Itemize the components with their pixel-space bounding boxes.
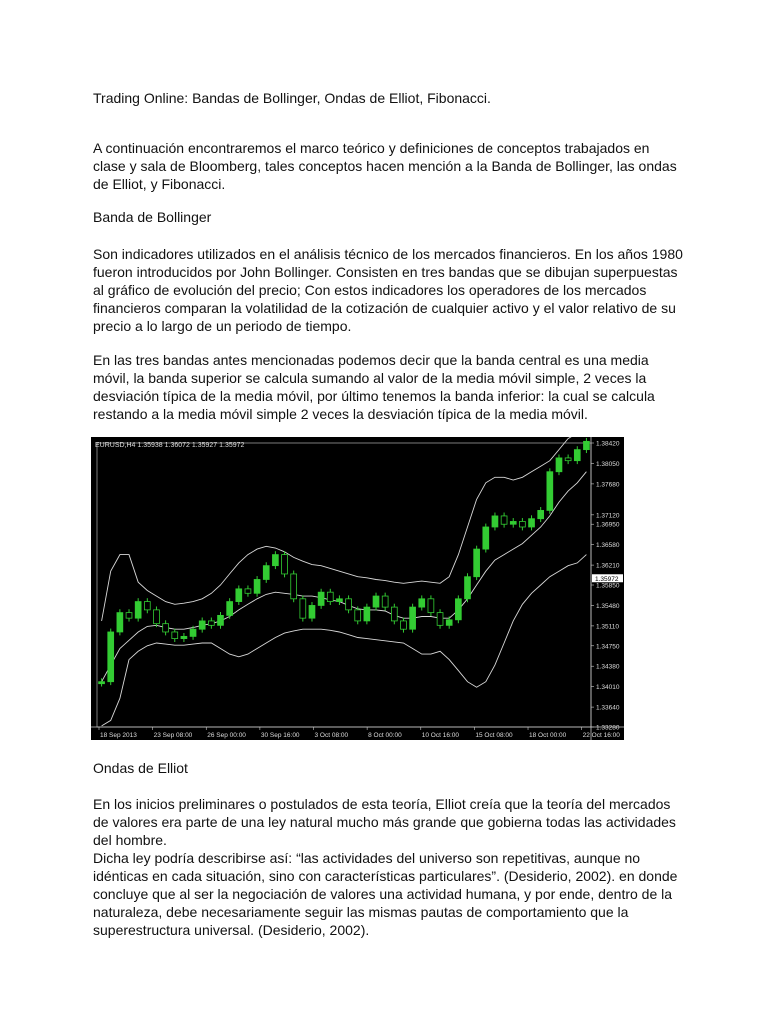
candle bbox=[583, 438, 589, 453]
candle bbox=[510, 518, 516, 528]
candle-body bbox=[501, 516, 507, 524]
candle bbox=[474, 546, 480, 580]
x-tick-label: 8 Oct 00:00 bbox=[368, 732, 402, 739]
candle bbox=[263, 562, 269, 583]
candle-body bbox=[172, 632, 178, 639]
candle bbox=[428, 595, 434, 616]
candle-body bbox=[99, 682, 105, 684]
paragraph-bollinger-2: En las tres bandas antes mencionadas podemos decir que la banda central es una media móvil, la banda superior se calcula sumando al valor de la media móvil simple, 2 veces la desviación típica de la media móvil, por último tenemos la banda inferior: la cual se calcula restando a la media móvil simple 2 veces la desviación típica de la media móvil. bbox=[93, 352, 655, 422]
candle bbox=[529, 515, 535, 530]
candle-body bbox=[181, 636, 187, 638]
x-tick-label: 22 Oct 16:00 bbox=[582, 732, 620, 739]
x-tick-label: 23 Sep 08:00 bbox=[153, 732, 193, 739]
candle-body bbox=[556, 458, 562, 472]
document-title: Trading Online: Bandas de Bollinger, Ondas de Elliot, Fibonacci. bbox=[93, 90, 491, 106]
y-tick-label: 1.35110 bbox=[596, 623, 620, 631]
paragraph-elliot-1: En los inicios preliminares o postulados de esta teoría, Elliot creía que la teoría del mercados de valores era parte de una ley natural mucho más grande que gobierna todas las actividades del hombre. bbox=[93, 796, 676, 848]
y-tick-label: 1.36950 bbox=[596, 521, 620, 529]
candle bbox=[465, 573, 471, 602]
candle bbox=[336, 595, 342, 605]
candle-body bbox=[529, 519, 535, 527]
y-tick-label: 1.34750 bbox=[596, 643, 620, 651]
candle-body bbox=[346, 599, 352, 610]
candle-body bbox=[510, 521, 516, 524]
y-tick-label: 1.37120 bbox=[596, 512, 620, 520]
candle bbox=[410, 604, 416, 633]
candle bbox=[327, 589, 333, 605]
candle bbox=[154, 606, 160, 627]
paragraph-elliot-2: Dicha ley podría describirse así: “las actividades del universo son repetitivas, aunque no idénticas en cada situación, sino con características particulares”. (Desiderio, 2002). en donde concluye que al ser la negociación de valores una actividad humana, y por ende, dentro de la naturaleza, debe necesariamente seguir las mismas pautas de comportamiento que la superestructura universal. (Desiderio, 2002). bbox=[93, 850, 678, 938]
candle bbox=[565, 455, 571, 465]
candle-body bbox=[419, 599, 425, 607]
candle bbox=[556, 455, 562, 476]
candle bbox=[135, 598, 141, 621]
candle bbox=[401, 618, 407, 633]
heading-elliot: Ondas de Elliot bbox=[93, 760, 188, 776]
candle bbox=[208, 618, 214, 629]
y-tick-label: 1.34010 bbox=[596, 684, 620, 692]
candle bbox=[574, 446, 580, 464]
candle-body bbox=[300, 599, 306, 618]
candle bbox=[245, 585, 251, 596]
candle-body bbox=[135, 602, 141, 619]
chart-canvas bbox=[91, 437, 624, 740]
candle-body bbox=[547, 472, 553, 511]
paragraph-bollinger-1: Son indicadores utilizados en el análisis técnico de los mercados financieros. En los años 1980 fueron introducidos por John Bollinger. Consisten en tres bandas que se dibujan superpuestas al gráfico de evolución del precio; Con estos indicadores los operadores de los mercados financieros comparan la volatilidad de la cotización de cualquier activo y el valor relativo de su precio a lo largo de un periodo de tiempo. bbox=[93, 246, 683, 334]
y-tick-label: 1.38420 bbox=[596, 440, 620, 448]
x-tick-label: 10 Oct 16:00 bbox=[421, 732, 460, 739]
candle-body bbox=[254, 579, 260, 593]
candle bbox=[419, 595, 425, 610]
x-tick-label: 15 Oct 08:00 bbox=[475, 732, 513, 739]
candle-body bbox=[583, 441, 589, 449]
candle bbox=[364, 604, 370, 625]
band-middle bbox=[102, 472, 587, 682]
time-axis bbox=[99, 724, 620, 739]
x-tick-label: 3 Oct 08:00 bbox=[314, 732, 349, 739]
candle bbox=[272, 551, 278, 569]
candle-body bbox=[126, 613, 132, 619]
candle bbox=[538, 507, 544, 522]
candle-body bbox=[538, 510, 544, 518]
current-price-label: 1.35972 bbox=[595, 575, 619, 583]
candles bbox=[99, 438, 590, 687]
candle-body bbox=[519, 521, 525, 527]
candle-body bbox=[144, 602, 150, 610]
y-tick-label: 1.36580 bbox=[596, 542, 620, 550]
candle bbox=[455, 595, 461, 623]
x-tick-label: 26 Sep 00:00 bbox=[207, 732, 246, 739]
candle-body bbox=[355, 610, 361, 621]
y-tick-label: 1.36210 bbox=[596, 562, 620, 570]
y-tick-label: 1.38050 bbox=[596, 460, 620, 468]
x-tick-label: 18 Oct 00:00 bbox=[529, 732, 567, 739]
candle-body bbox=[565, 458, 571, 461]
y-tick-label: 1.33280 bbox=[596, 724, 620, 732]
y-tick-label: 1.34380 bbox=[596, 663, 620, 671]
candle-body bbox=[218, 615, 224, 625]
bollinger-bands bbox=[102, 437, 587, 726]
candle-body bbox=[245, 589, 251, 593]
candle bbox=[373, 593, 379, 611]
candle-body bbox=[364, 607, 370, 621]
candle bbox=[282, 551, 288, 577]
y-tick-label: 1.37680 bbox=[596, 481, 620, 489]
candle bbox=[437, 609, 443, 629]
candle bbox=[291, 571, 297, 603]
candle-body bbox=[401, 621, 407, 629]
candle-body bbox=[263, 566, 269, 580]
candle bbox=[144, 598, 150, 613]
intro-paragraph: A continuación encontraremos el marco teórico y definiciones de conceptos trabajados en clase y sala de Bloomberg, tales conceptos hacen mención a la Banda de Bollinger, las ondas de Elliot, y Fibonacci. bbox=[93, 140, 677, 192]
candle bbox=[199, 618, 205, 633]
candle-body bbox=[336, 599, 342, 602]
plot-area-border bbox=[97, 443, 591, 727]
heading-bollinger: Banda de Bollinger bbox=[93, 209, 212, 225]
candle bbox=[218, 612, 224, 629]
price-axis bbox=[591, 441, 623, 732]
candle bbox=[117, 609, 123, 635]
candle-body bbox=[190, 629, 196, 636]
bollinger-chart bbox=[91, 437, 624, 740]
candle bbox=[483, 524, 489, 553]
candle-body bbox=[492, 516, 498, 527]
candle-body bbox=[437, 613, 443, 626]
candle bbox=[547, 468, 553, 513]
candle-body bbox=[318, 592, 324, 605]
x-tick-label: 18 Sep 2013 bbox=[100, 732, 137, 739]
candle bbox=[501, 513, 507, 528]
chart-frame bbox=[91, 437, 624, 740]
candle bbox=[236, 585, 242, 605]
candle bbox=[309, 602, 315, 622]
candle-body bbox=[108, 632, 114, 682]
candle-body bbox=[291, 574, 297, 599]
y-tick-label: 1.35850 bbox=[596, 582, 620, 590]
candle bbox=[254, 576, 260, 597]
candle-body bbox=[446, 620, 452, 626]
y-tick-label: 1.33640 bbox=[596, 704, 620, 712]
candle-body bbox=[117, 613, 123, 632]
candle-body bbox=[309, 605, 315, 618]
candle-body bbox=[391, 607, 397, 621]
candle bbox=[318, 589, 324, 609]
candle bbox=[300, 595, 306, 621]
candle-body bbox=[474, 549, 480, 577]
candle-body bbox=[199, 621, 205, 629]
candle-body bbox=[465, 577, 471, 599]
candle-body bbox=[236, 589, 242, 602]
candle-body bbox=[574, 450, 580, 461]
candle bbox=[172, 629, 178, 642]
candle-body bbox=[272, 555, 278, 566]
x-tick-label: 30 Sep 16:00 bbox=[260, 732, 300, 739]
band-upper bbox=[102, 437, 587, 621]
candle bbox=[163, 620, 169, 635]
candle-body bbox=[373, 596, 379, 607]
candle-body bbox=[483, 527, 489, 549]
candle bbox=[519, 518, 525, 530]
candle bbox=[391, 604, 397, 625]
candle bbox=[99, 678, 105, 686]
candle bbox=[346, 595, 352, 613]
candle bbox=[382, 593, 388, 611]
candle-body bbox=[227, 602, 233, 616]
candle bbox=[126, 609, 132, 621]
candle-body bbox=[208, 621, 214, 625]
candle bbox=[108, 629, 114, 686]
candle-body bbox=[163, 624, 169, 632]
candle-body bbox=[154, 610, 160, 624]
candle-body bbox=[282, 555, 288, 574]
candle bbox=[181, 633, 187, 642]
candle-body bbox=[382, 596, 388, 607]
chart-header: EURUSD,H4 1.35938 1.36072 1.35927 1.35972 bbox=[95, 442, 245, 449]
candle-body bbox=[455, 599, 461, 620]
candle-body bbox=[410, 607, 416, 629]
candle bbox=[492, 513, 498, 531]
y-tick-label: 1.35480 bbox=[596, 602, 620, 610]
candle-body bbox=[327, 592, 333, 601]
candle bbox=[227, 598, 233, 619]
candle-body bbox=[428, 599, 434, 613]
